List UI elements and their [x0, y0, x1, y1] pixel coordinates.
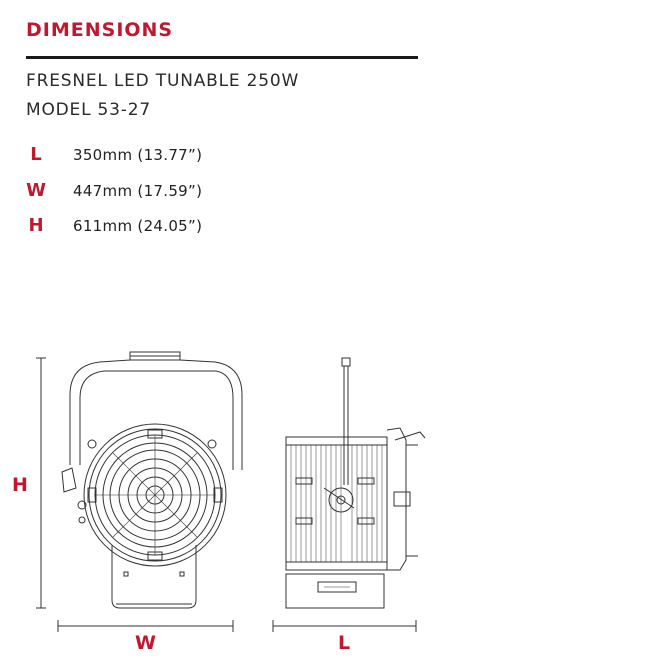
side-view-drawing	[286, 358, 425, 608]
dimension-value: 447mm (17.59”)	[73, 182, 203, 200]
section-heading: DIMENSIONS	[26, 19, 174, 41]
dimension-letter: W	[26, 180, 46, 201]
product-name: FRESNEL LED TUNABLE 250W	[26, 71, 300, 91]
length-dimension-line	[273, 620, 416, 632]
dimension-value: 350mm (13.77”)	[73, 146, 203, 164]
width-dimension-line	[58, 620, 233, 632]
dimension-letter: H	[28, 215, 44, 236]
dimension-value: 611mm (24.05”)	[73, 217, 203, 235]
height-axis-label: H	[12, 474, 28, 496]
model-number: MODEL 53-27	[26, 100, 151, 120]
front-view-drawing	[62, 352, 242, 608]
length-axis-label: L	[338, 632, 351, 654]
dimension-letter: L	[30, 144, 42, 165]
width-axis-label: W	[135, 632, 156, 654]
height-dimension-line	[36, 358, 46, 608]
